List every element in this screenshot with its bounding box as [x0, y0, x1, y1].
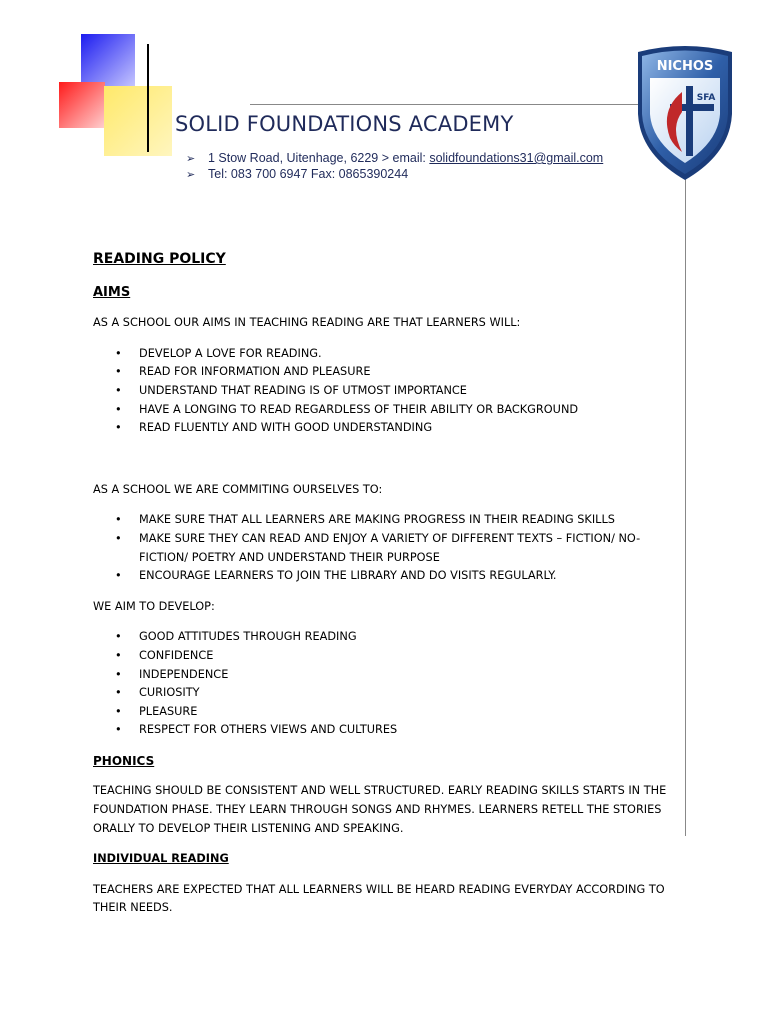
email-link[interactable]: solidfoundations31@gmail.com [429, 151, 604, 165]
divider-horizontal-top [250, 104, 686, 105]
list-item: • RESPECT FOR OTHERS VIEWS AND CULTURES [115, 723, 398, 737]
list-item: • READ FLUENTLY AND WITH GOOD UNDERSTANDING [115, 421, 433, 435]
commit-intro: AS A SCHOOL WE ARE COMMITING OURSELVES TO: [93, 482, 383, 496]
list-item: • INDEPENDENCE [115, 667, 229, 681]
list-item: • HAVE A LONGING TO READ REGARDLESS OF THEIR ABILITY OR BACKGROUND [115, 402, 579, 416]
list-item: • CONFIDENCE [115, 648, 214, 662]
phone-line [186, 167, 408, 181]
document-body [93, 250, 678, 918]
individual-reading-heading: INDIVIDUAL READING [93, 852, 229, 866]
arrow-bullet-icon: ➢ [186, 169, 196, 181]
aims-intro: AS A SCHOOL OUR AIMS IN TEACHING READING ARE THAT LEARNERS WILL: [93, 316, 521, 330]
commit-list [93, 511, 678, 585]
divider-vertical-right [685, 150, 686, 836]
list-item: • DEVELOP A LOVE FOR READING. [115, 346, 322, 360]
divider-vertical-left [147, 44, 149, 152]
crest-top-text: NICHOS [656, 59, 714, 74]
list-item: • PLEASURE [115, 704, 198, 718]
address-line [186, 151, 603, 165]
list-item: • ENCOURAGE LEARNERS TO JOIN THE LIBRARY AND DO VISITS REGULARLY. [115, 569, 557, 583]
address-text: 1 Stow Road, Uitenhage, 6229 > email: [208, 151, 430, 165]
list-item: • MAKE SURE THAT ALL LEARNERS ARE MAKING PROGRESS IN THEIR READING SKILLS [115, 513, 615, 527]
list-item: • GOOD ATTITUDES THROUGH READING [115, 630, 357, 644]
list-item: • MAKE SURE THEY CAN READ AND ENJOY A VARIETY OF DIFFERENT TEXTS – FICTION/ NO-FICTION/ POETRY AND UNDERSTAND THEIR PURPOSE [115, 531, 641, 564]
list-item: • CURIOSITY [115, 686, 200, 700]
page-title: READING POLICY [93, 251, 226, 267]
decor-square-blue [81, 34, 135, 88]
decor-square-red [59, 82, 105, 128]
list-item: • READ FOR INFORMATION AND PLEASURE [115, 365, 371, 379]
list-item: • UNDERSTAND THAT READING IS OF UTMOST IMPORTANCE [115, 383, 467, 397]
aims-heading: AIMS [93, 284, 131, 300]
develop-intro: WE AIM TO DEVELOP: [93, 599, 215, 613]
phonics-heading: PHONICS [93, 753, 155, 768]
individual-reading-text: TEACHERS ARE EXPECTED THAT ALL LEARNERS WILL BE HEARD READING EVERYDAY ACCORDING TO THEIR NEEDS. [93, 882, 665, 915]
aims-list [93, 345, 678, 438]
develop-list [93, 628, 678, 740]
phone-text: Tel: 083 700 6947 Fax: 0865390244 [208, 167, 409, 181]
crest-badge-text: SFA [696, 93, 716, 103]
decor-square-yellow [104, 86, 172, 156]
arrow-bullet-icon: ➢ [186, 153, 196, 165]
school-crest-logo [630, 42, 740, 184]
school-name: SOLID FOUNDATIONS ACADEMY [175, 112, 514, 136]
phonics-text: TEACHING SHOULD BE CONSISTENT AND WELL STRUCTURED. EARLY READING SKILLS STARTS IN THE FOUNDATION PHASE. THEY LEARN THROUGH SONGS AND RHYMES. LEARNERS RETELL THE STORIES ORALLY TO DEVELOP THEIR LISTENING AND SPEAKING. [93, 784, 667, 835]
